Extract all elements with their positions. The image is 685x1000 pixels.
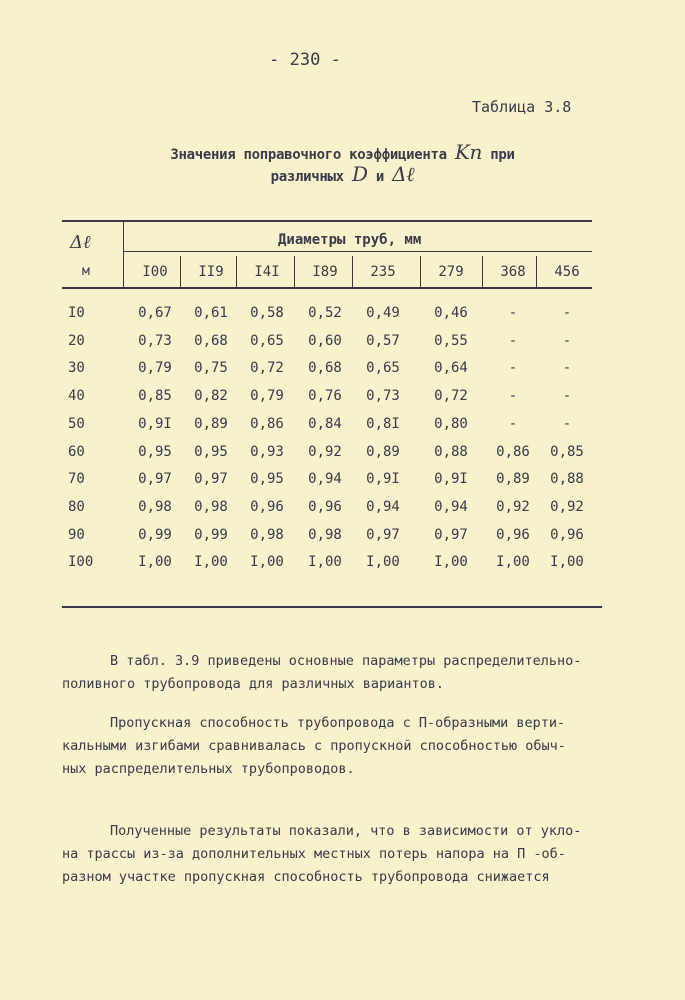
table-cell: 0,68 [308, 360, 342, 377]
column-divider [536, 256, 537, 288]
table-caption-line-1 [0, 140, 685, 164]
table-bottom-rule [62, 606, 602, 608]
table-cell: 0,9I [138, 415, 172, 432]
column-divider [420, 256, 421, 288]
table-cell: 0,73 [366, 388, 400, 405]
table-cell: - [508, 305, 518, 321]
table-cell: 0,95 [138, 443, 172, 460]
table-cell: 0,99 [194, 526, 228, 543]
table-label: Таблица 3.8 [472, 98, 572, 116]
paragraph-line: В табл. 3.9 приведены основные параметры распределительно- [110, 653, 582, 669]
table-cell: 0,85 [138, 388, 172, 405]
table-cell: 0,92 [496, 498, 530, 515]
table-cell: 0,89 [496, 471, 530, 488]
table-cell: 0,73 [138, 332, 172, 349]
table-cell: 0,97 [194, 471, 228, 488]
column-header: I89 [312, 264, 338, 280]
caption-text: различных [270, 169, 344, 185]
table-cell: 0,79 [250, 388, 284, 405]
table-cell: 0,94 [308, 471, 342, 488]
table-cell: 0,75 [194, 360, 228, 377]
table-cell: 0,94 [366, 498, 400, 515]
caption-text: при [490, 147, 515, 163]
table-cell: 0,95 [250, 471, 284, 488]
table-cell: 0,96 [496, 526, 530, 543]
column-header: 456 [554, 264, 580, 280]
table-cell: 0,88 [434, 443, 468, 460]
table-cell: - [508, 332, 518, 349]
column-header: II9 [198, 264, 224, 280]
table-caption-line-2 [0, 162, 685, 187]
table-cell: 0,9I [366, 471, 400, 488]
row-label: 40 [68, 388, 85, 405]
table-cell: 0,80 [434, 415, 468, 432]
row-label: 70 [68, 471, 85, 488]
page-number: - 230 - [269, 50, 341, 70]
table-cell: 0,61 [194, 305, 228, 321]
table-cell: 0,76 [308, 388, 342, 405]
table-cell: 0,97 [138, 471, 172, 488]
row-label: 80 [68, 498, 85, 515]
row-label: 30 [68, 360, 85, 377]
table-cell: 0,98 [138, 498, 172, 515]
row-label: 20 [68, 332, 85, 349]
table-cell: 0,89 [366, 443, 400, 460]
row-header-unit: м [82, 264, 90, 279]
table-cell: - [508, 360, 518, 377]
table-cell: 0,96 [308, 498, 342, 515]
table-cell: 0,86 [496, 443, 530, 460]
table-cell: 0,9I [434, 471, 468, 488]
table-cell: I,00 [550, 554, 584, 571]
table-header-bottom-rule [62, 287, 592, 289]
column-header: 235 [370, 264, 396, 280]
column-header: 368 [500, 264, 526, 280]
table-cell: 0,97 [366, 526, 400, 543]
table-cell: 0,72 [250, 360, 284, 377]
table-cell: 0,98 [194, 498, 228, 515]
row-label: 90 [68, 526, 85, 543]
column-header: 279 [438, 264, 464, 280]
table-cell: 0,55 [434, 332, 468, 349]
table-cell: 0,92 [550, 498, 584, 515]
paragraph-line: поливного трубопровода для различных вариантов. [62, 676, 445, 692]
row-label: 50 [68, 415, 85, 432]
table-cell: 0,65 [250, 332, 284, 349]
table-cell: 0,97 [434, 526, 468, 543]
row-header-symbol: Δℓ [70, 232, 91, 253]
paragraph-line: кальными изгибами сравнивалась с пропускной способностью обыч- [62, 738, 566, 754]
table-cell: 0,52 [308, 305, 342, 321]
table-cell: 0,46 [434, 305, 468, 321]
table-cell: 0,64 [434, 360, 468, 377]
table-cell: 0,79 [138, 360, 172, 377]
paragraph [62, 650, 622, 696]
row-label: 60 [68, 443, 85, 460]
symbol-k: Kп [454, 140, 483, 164]
table-top-rule [62, 220, 592, 222]
table-cell: 0,95 [194, 443, 228, 460]
symbol-dl: Δℓ [392, 162, 415, 186]
table-cell: 0,99 [138, 526, 172, 543]
table-cell: - [562, 388, 572, 405]
table-cell: 0,86 [250, 415, 284, 432]
table-cell: 0,96 [550, 526, 584, 543]
symbol-d: D [351, 162, 368, 186]
row-label: I00 [68, 554, 94, 571]
column-divider [352, 256, 353, 288]
table-cell: I,00 [138, 554, 172, 571]
table-group-header: Диаметры труб, мм [278, 232, 422, 248]
table-cell: - [508, 388, 518, 405]
table-cell: 0,58 [250, 305, 284, 321]
table-cell: I,00 [250, 554, 284, 571]
paragraph-line: на трассы из-за дополнительных местных потерь напора на П -об- [62, 846, 566, 862]
paragraph-line: Пропускная способность трубопровода с П-образными верти- [110, 715, 566, 731]
table-cell: 0,94 [434, 498, 468, 515]
table-cell: I,00 [308, 554, 342, 571]
table-cell: 0,60 [308, 332, 342, 349]
row-label: I0 [68, 305, 85, 321]
table-cell: I,00 [366, 554, 400, 571]
table-cell: 0,65 [366, 360, 400, 377]
table-cell: 0,67 [138, 305, 172, 321]
column-divider [482, 256, 483, 288]
table-cell: 0,96 [250, 498, 284, 515]
caption-text: и [375, 169, 384, 185]
paragraph [62, 820, 622, 889]
caption-text: Значения поправочного коэффициента [170, 147, 447, 163]
column-header: I4I [254, 264, 280, 280]
table-cell: I,00 [434, 554, 468, 571]
column-divider [236, 256, 237, 288]
column-divider [180, 256, 181, 288]
paragraph-line: разном участке пропускная способность трубопровода снижается [62, 869, 550, 885]
table-cell: 0,49 [366, 305, 400, 321]
table-cell: - [562, 415, 572, 432]
table-subheader-rule [123, 251, 592, 252]
table-cell: - [562, 305, 572, 321]
table-cell: 0,57 [366, 332, 400, 349]
table-cell: 0,89 [194, 415, 228, 432]
table-cell: - [508, 415, 518, 432]
paragraph-line: ных распределительных трубопроводов. [62, 761, 355, 777]
table-cell: 0,72 [434, 388, 468, 405]
table-cell: I,00 [194, 554, 228, 571]
table-cell: 0,98 [250, 526, 284, 543]
table-cell: 0,93 [250, 443, 284, 460]
table-cell: 0,92 [308, 443, 342, 460]
paragraph [62, 712, 622, 781]
table-cell: 0,85 [550, 443, 584, 460]
column-header: I00 [142, 264, 168, 280]
table-cell: 0,82 [194, 388, 228, 405]
column-divider [294, 256, 295, 288]
table-cell: 0,88 [550, 471, 584, 488]
paragraph-line: Полученные результаты показали, что в зависимости от укло- [110, 823, 582, 839]
table-cell: 0,68 [194, 332, 228, 349]
table-header-vline [123, 222, 124, 288]
table-cell: 0,8I [366, 415, 400, 432]
table-cell: I,00 [496, 554, 530, 571]
table-cell: - [562, 332, 572, 349]
table-cell: 0,98 [308, 526, 342, 543]
table-cell: 0,84 [308, 415, 342, 432]
table-cell: - [562, 360, 572, 377]
